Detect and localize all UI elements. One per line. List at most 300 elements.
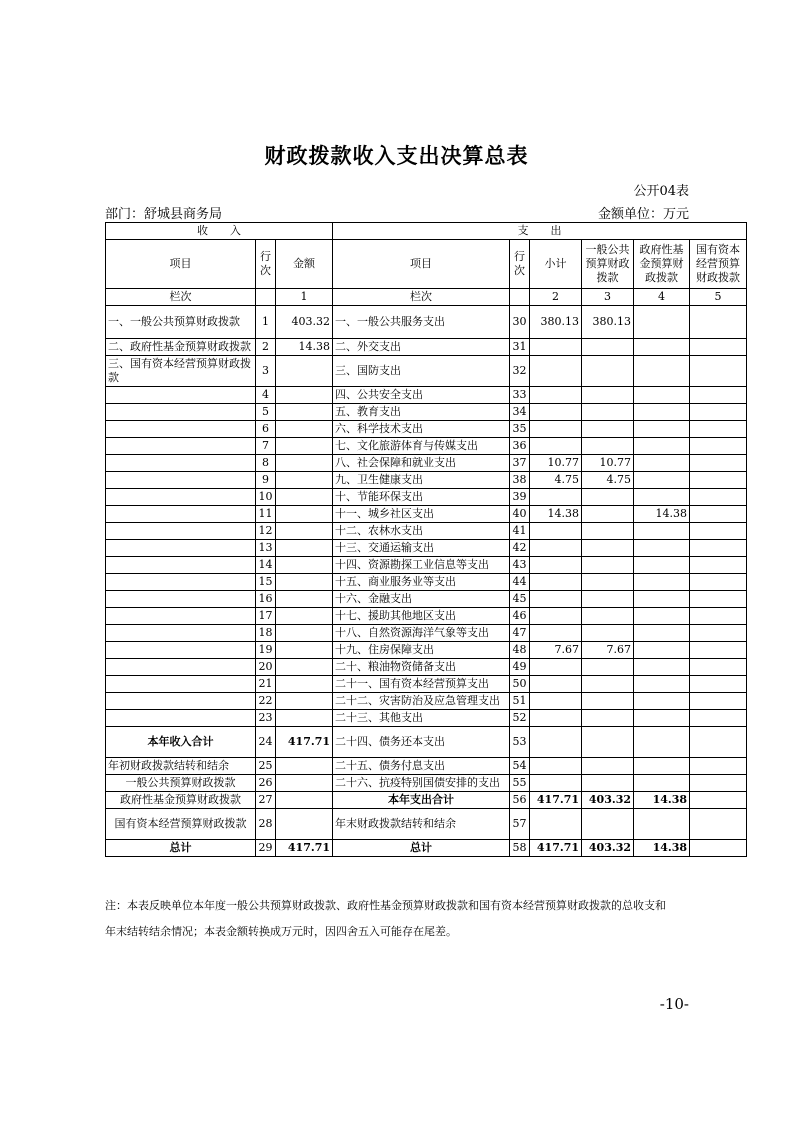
gov-fund-value (634, 642, 690, 659)
general-budget-value (582, 758, 634, 775)
expense-line-header: 行次 (510, 240, 530, 289)
subtotal-value (530, 809, 582, 840)
income-line-no: 14 (256, 557, 276, 574)
table-row (106, 809, 747, 840)
budget-table (105, 222, 747, 857)
income-amount (276, 809, 333, 840)
expense-item: 二十二、灾害防治及应急管理支出 (333, 693, 510, 710)
income-line-no: 21 (256, 676, 276, 693)
expense-line-no: 42 (510, 540, 530, 557)
expense-item: 十五、商业服务业等支出 (333, 574, 510, 591)
income-amount (276, 557, 333, 574)
income-amount (276, 472, 333, 489)
page-number: -10- (659, 995, 689, 1013)
income-line-no: 28 (256, 809, 276, 840)
income-amount (276, 404, 333, 421)
expense-line-no: 54 (510, 758, 530, 775)
expense-line-no: 30 (510, 306, 530, 339)
income-amount (276, 775, 333, 792)
income-amount (276, 438, 333, 455)
expense-line-no: 36 (510, 438, 530, 455)
general-budget-value (582, 775, 634, 792)
expense-item: 一、一般公共服务支出 (333, 306, 510, 339)
state-capital-value (690, 438, 747, 455)
gov-fund-value (634, 591, 690, 608)
expense-item-header: 项目 (333, 240, 510, 289)
income-line-no: 25 (256, 758, 276, 775)
income-amount (276, 523, 333, 540)
gov-fund-value: 14.38 (634, 840, 690, 857)
subtotal-value: 417.71 (530, 840, 582, 857)
income-item (106, 455, 256, 472)
income-line-no: 18 (256, 625, 276, 642)
income-line-no: 16 (256, 591, 276, 608)
table-row (106, 356, 747, 387)
subtotal-value (530, 489, 582, 506)
income-item (106, 710, 256, 727)
income-item (106, 404, 256, 421)
gov-fund-value (634, 523, 690, 540)
income-amount (276, 710, 333, 727)
table-row (106, 421, 747, 438)
general-budget-header: 一般公共预算财政拨款 (582, 240, 634, 289)
table-row (106, 775, 747, 792)
income-line-no: 4 (256, 387, 276, 404)
expense-line-no: 46 (510, 608, 530, 625)
subtotal-value (530, 404, 582, 421)
income-item: 二、政府性基金预算财政拨款 (106, 339, 256, 356)
expense-line-no: 34 (510, 404, 530, 421)
state-capital-value (690, 489, 747, 506)
income-item (106, 625, 256, 642)
expense-line-no: 39 (510, 489, 530, 506)
subtotal-value (530, 523, 582, 540)
expense-item: 二十四、债务还本支出 (333, 727, 510, 758)
subtotal-value: 380.13 (530, 306, 582, 339)
table-row (106, 523, 747, 540)
expense-item: 二十六、抗疫特别国债安排的支出 (333, 775, 510, 792)
expense-item: 十四、资源勘探工业信息等支出 (333, 557, 510, 574)
subtotal-value (530, 608, 582, 625)
expense-line-no: 45 (510, 591, 530, 608)
table-row (106, 758, 747, 775)
income-amount (276, 625, 333, 642)
subtotal-value (530, 339, 582, 356)
subtotal-value (530, 557, 582, 574)
income-line-no: 9 (256, 472, 276, 489)
expense-item: 本年支出合计 (333, 792, 510, 809)
state-capital-value (690, 387, 747, 404)
gov-fund-value (634, 608, 690, 625)
gov-fund-value (634, 758, 690, 775)
expense-item: 二十五、债务付息支出 (333, 758, 510, 775)
general-budget-value (582, 625, 634, 642)
state-capital-value (690, 710, 747, 727)
table-row (106, 557, 747, 574)
general-budget-value (582, 489, 634, 506)
table-row (106, 659, 747, 676)
gov-fund-value (634, 775, 690, 792)
income-item (106, 540, 256, 557)
income-line-no: 1 (256, 306, 276, 339)
expense-line-no: 53 (510, 727, 530, 758)
expense-line-no: 56 (510, 792, 530, 809)
subtotal-value: 7.67 (530, 642, 582, 659)
state-capital-value (690, 676, 747, 693)
table-row (106, 693, 747, 710)
income-amount (276, 574, 333, 591)
subtotal-value: 10.77 (530, 455, 582, 472)
expense-line-no: 43 (510, 557, 530, 574)
subtotal-value (530, 591, 582, 608)
income-item-header: 项目 (106, 240, 256, 289)
expense-line-no: 33 (510, 387, 530, 404)
income-line-no: 29 (256, 840, 276, 857)
income-amount-header: 金额 (276, 240, 333, 289)
general-budget-value (582, 676, 634, 693)
state-capital-value (690, 608, 747, 625)
income-line-no: 23 (256, 710, 276, 727)
income-line-no: 27 (256, 792, 276, 809)
state-capital-value (690, 775, 747, 792)
gov-fund-value (634, 676, 690, 693)
expense-line-no: 58 (510, 840, 530, 857)
general-budget-value (582, 693, 634, 710)
general-budget-value (582, 710, 634, 727)
state-capital-value (690, 421, 747, 438)
income-amount: 14.38 (276, 339, 333, 356)
subtotal-value (530, 775, 582, 792)
subtotal-value (530, 356, 582, 387)
subtotal-value (530, 421, 582, 438)
income-amount (276, 693, 333, 710)
gov-fund-value: 14.38 (634, 792, 690, 809)
gov-fund-value (634, 306, 690, 339)
expense-item: 十一、城乡社区支出 (333, 506, 510, 523)
expense-line-no: 37 (510, 455, 530, 472)
general-budget-value: 403.32 (582, 840, 634, 857)
income-item (106, 574, 256, 591)
expense-item: 二十、粮油物资储备支出 (333, 659, 510, 676)
state-capital-value (690, 557, 747, 574)
income-line-no: 2 (256, 339, 276, 356)
expense-item: 四、公共安全支出 (333, 387, 510, 404)
expense-item: 十三、交通运输支出 (333, 540, 510, 557)
expense-line-no: 51 (510, 693, 530, 710)
expense-line-no: 48 (510, 642, 530, 659)
income-line-header: 行次 (256, 240, 276, 289)
income-line-no: 8 (256, 455, 276, 472)
subtotal-value (530, 676, 582, 693)
expense-line-no: 38 (510, 472, 530, 489)
general-budget-value (582, 506, 634, 523)
gov-fund-value (634, 421, 690, 438)
expense-item: 十八、自然资源海洋气象等支出 (333, 625, 510, 642)
gov-fund-value (634, 574, 690, 591)
expense-line-no: 57 (510, 809, 530, 840)
subtotal-value (530, 659, 582, 676)
subtotal-value (530, 693, 582, 710)
expense-item: 二十三、其他支出 (333, 710, 510, 727)
table-row (106, 489, 747, 506)
general-budget-value (582, 540, 634, 557)
table-row (106, 472, 747, 489)
state-capital-value (690, 809, 747, 840)
table-row (106, 642, 747, 659)
income-line-no: 5 (256, 404, 276, 421)
expense-item: 三、国防支出 (333, 356, 510, 387)
state-capital-value (690, 758, 747, 775)
state-capital-value (690, 306, 747, 339)
general-budget-value: 4.75 (582, 472, 634, 489)
income-item: 三、国有资本经营预算财政拨款 (106, 356, 256, 387)
income-item (106, 591, 256, 608)
table-row (106, 306, 747, 339)
gov-fund-value (634, 809, 690, 840)
income-amount (276, 421, 333, 438)
table-row (106, 840, 747, 857)
state-capital-value (690, 455, 747, 472)
income-line-no: 11 (256, 506, 276, 523)
general-budget-value: 10.77 (582, 455, 634, 472)
col-label: 栏次 (106, 289, 256, 306)
state-capital-value (690, 659, 747, 676)
expense-line-no: 35 (510, 421, 530, 438)
income-amount (276, 676, 333, 693)
state-capital-value (690, 472, 747, 489)
footnote-line: 年末结转结余情况；本表金额转换成万元时，因四舍五入可能存在尾差。 (105, 925, 457, 938)
expense-header: 支 出 (333, 223, 747, 240)
footnote-line: 注：本表反映单位本年度一般公共预算财政拨款、政府性基金预算财政拨款和国有资本经营预算财政拨款的总收支和 (105, 899, 666, 912)
income-item (106, 608, 256, 625)
state-capital-value (690, 693, 747, 710)
col-index-blank (510, 289, 530, 306)
col-index-5: 5 (690, 289, 747, 306)
expense-item: 二十一、国有资本经营预算支出 (333, 676, 510, 693)
col-index-1: 1 (276, 289, 333, 306)
general-budget-value (582, 727, 634, 758)
income-item (106, 421, 256, 438)
expense-line-no: 49 (510, 659, 530, 676)
expense-item: 十、节能环保支出 (333, 489, 510, 506)
general-budget-value (582, 387, 634, 404)
income-item: 国有资本经营预算财政拨款 (106, 809, 256, 840)
income-item (106, 387, 256, 404)
general-budget-value (582, 608, 634, 625)
income-amount: 417.71 (276, 727, 333, 758)
col-label: 栏次 (333, 289, 510, 306)
income-line-no: 3 (256, 356, 276, 387)
gov-fund-header: 政府性基金预算财政拨款 (634, 240, 690, 289)
table-row (106, 792, 747, 809)
subtotal-value (530, 758, 582, 775)
subtotal-value (530, 727, 582, 758)
table-row (106, 506, 747, 523)
col-index-blank (256, 289, 276, 306)
col-index-3: 3 (582, 289, 634, 306)
state-capital-value (690, 792, 747, 809)
table-row (106, 608, 747, 625)
income-item (106, 642, 256, 659)
expense-line-no: 50 (510, 676, 530, 693)
state-capital-value (690, 339, 747, 356)
gov-fund-value (634, 438, 690, 455)
gov-fund-value (634, 540, 690, 557)
general-budget-value (582, 523, 634, 540)
expense-line-no: 31 (510, 339, 530, 356)
expense-item: 六、科学技术支出 (333, 421, 510, 438)
income-line-no: 6 (256, 421, 276, 438)
gov-fund-value (634, 339, 690, 356)
state-capital-value (690, 727, 747, 758)
income-line-no: 20 (256, 659, 276, 676)
table-row (106, 591, 747, 608)
income-item (106, 438, 256, 455)
general-budget-value (582, 557, 634, 574)
state-capital-value (690, 540, 747, 557)
income-item: 总计 (106, 840, 256, 857)
gov-fund-value (634, 659, 690, 676)
col-index-2: 2 (530, 289, 582, 306)
state-capital-value (690, 574, 747, 591)
income-line-no: 17 (256, 608, 276, 625)
general-budget-value (582, 574, 634, 591)
general-budget-value (582, 421, 634, 438)
expense-item: 十二、农林水支出 (333, 523, 510, 540)
form-number: 公开04表 (633, 184, 689, 199)
table-row (106, 540, 747, 557)
header-row-columns (106, 240, 747, 289)
expense-line-no: 32 (510, 356, 530, 387)
state-capital-value (690, 642, 747, 659)
department-label: 部门：舒城县商务局 (105, 207, 223, 222)
income-line-no: 26 (256, 775, 276, 792)
income-header: 收 入 (106, 223, 333, 240)
expense-item: 九、卫生健康支出 (333, 472, 510, 489)
state-capital-value (690, 356, 747, 387)
income-item (106, 557, 256, 574)
income-item: 一般公共预算财政拨款 (106, 775, 256, 792)
table-row (106, 438, 747, 455)
subtotal-value (530, 387, 582, 404)
income-line-no: 19 (256, 642, 276, 659)
subtotal-value (530, 540, 582, 557)
expense-line-no: 55 (510, 775, 530, 792)
subtotal-header: 小计 (530, 240, 582, 289)
general-budget-value (582, 659, 634, 676)
table-row (106, 710, 747, 727)
subtotal-value: 14.38 (530, 506, 582, 523)
subtotal-value: 417.71 (530, 792, 582, 809)
state-capital-value (690, 404, 747, 421)
expense-item: 五、教育支出 (333, 404, 510, 421)
state-capital-value (690, 523, 747, 540)
state-capital-header: 国有资本经营预算财政拨款 (690, 240, 747, 289)
general-budget-value (582, 438, 634, 455)
general-budget-value: 403.32 (582, 792, 634, 809)
gov-fund-value: 14.38 (634, 506, 690, 523)
expense-line-no: 41 (510, 523, 530, 540)
header-row-sections (106, 223, 747, 240)
income-line-no: 22 (256, 693, 276, 710)
expense-line-no: 44 (510, 574, 530, 591)
income-amount: 403.32 (276, 306, 333, 339)
expense-item: 二、外交支出 (333, 339, 510, 356)
income-line-no: 15 (256, 574, 276, 591)
income-amount (276, 591, 333, 608)
general-budget-value (582, 339, 634, 356)
gov-fund-value (634, 356, 690, 387)
gov-fund-value (634, 693, 690, 710)
income-amount (276, 659, 333, 676)
gov-fund-value (634, 489, 690, 506)
page-title: 财政拨款收入支出决算总表 (264, 143, 529, 168)
table-row (106, 387, 747, 404)
income-line-no: 13 (256, 540, 276, 557)
expense-item: 十七、援助其他地区支出 (333, 608, 510, 625)
expense-line-no: 40 (510, 506, 530, 523)
state-capital-value (690, 840, 747, 857)
gov-fund-value (634, 455, 690, 472)
table-row (106, 676, 747, 693)
expense-item: 总计 (333, 840, 510, 857)
table-row (106, 727, 747, 758)
unit-label: 金额单位：万元 (597, 207, 689, 222)
gov-fund-value (634, 404, 690, 421)
state-capital-value (690, 591, 747, 608)
expense-item: 十九、住房保障支出 (333, 642, 510, 659)
income-line-no: 7 (256, 438, 276, 455)
subtotal-value (530, 625, 582, 642)
footnote (105, 893, 705, 945)
income-amount (276, 540, 333, 557)
subtotal-value: 4.75 (530, 472, 582, 489)
income-item: 本年收入合计 (106, 727, 256, 758)
table-row (106, 455, 747, 472)
income-amount: 417.71 (276, 840, 333, 857)
income-amount (276, 489, 333, 506)
income-line-no: 24 (256, 727, 276, 758)
general-budget-value (582, 356, 634, 387)
income-item: 年初财政拨款结转和结余 (106, 758, 256, 775)
gov-fund-value (634, 472, 690, 489)
income-amount (276, 758, 333, 775)
state-capital-value (690, 625, 747, 642)
gov-fund-value (634, 727, 690, 758)
income-item: 政府性基金预算财政拨款 (106, 792, 256, 809)
income-item (106, 489, 256, 506)
income-amount (276, 387, 333, 404)
gov-fund-value (634, 710, 690, 727)
income-item (106, 659, 256, 676)
subtotal-value (530, 438, 582, 455)
expense-line-no: 52 (510, 710, 530, 727)
table-row (106, 339, 747, 356)
general-budget-value (582, 591, 634, 608)
expense-item: 八、社会保障和就业支出 (333, 455, 510, 472)
gov-fund-value (634, 557, 690, 574)
expense-line-no: 47 (510, 625, 530, 642)
gov-fund-value (634, 625, 690, 642)
income-amount (276, 608, 333, 625)
subtotal-value (530, 710, 582, 727)
income-amount (276, 792, 333, 809)
table-row (106, 574, 747, 591)
subtotal-value (530, 574, 582, 591)
income-item (106, 676, 256, 693)
general-budget-value: 7.67 (582, 642, 634, 659)
expense-item: 十六、金融支出 (333, 591, 510, 608)
